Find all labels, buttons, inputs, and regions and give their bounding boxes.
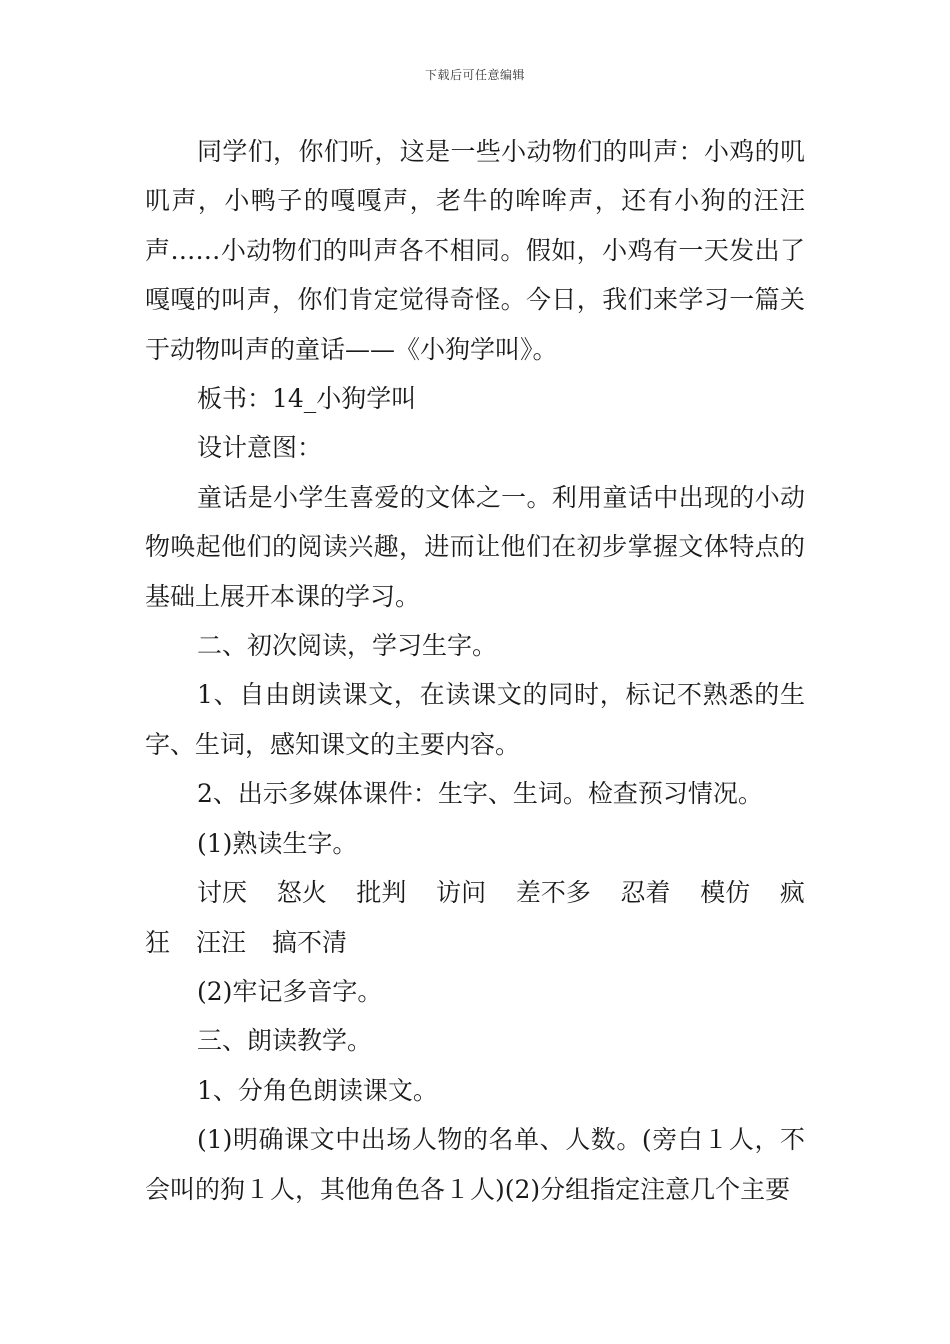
design-intent-heading: 设计意图：	[197, 433, 323, 463]
intro-paragraph: 同学们，你们听，这是一些小动物们的叫声：小鸡的叽叽声，小鸭子的嘎嘎声，老牛的哞哞声，还有小狗的汪汪声……小动物们的叫声各不相同。假如，小鸡有一天发出了嘎嘎的叫声，你们肯定觉得奇怪。今日，我们来学习一篇关于动物叫声的童话——《小狗学叫》。	[145, 137, 805, 364]
vocab-word: 访问	[436, 878, 487, 908]
design-intent-paragraph: 童话是小学生喜爱的文体之一。利用童话中出现的小动物唤起他们的阅读兴趣，进而让他们在初步掌握文体特点的基础上展开本课的学习。	[145, 482, 805, 611]
vocab-word: 讨厌	[197, 878, 248, 908]
vocab-word: 疯	[779, 878, 805, 908]
substep-2: (2)牢记多音字。	[197, 976, 383, 1006]
vocab-word: 批判	[356, 878, 407, 908]
step-3-paragraph: 1、分角色朗读课文。	[197, 1075, 438, 1105]
substep-1: (1)熟读生字。	[197, 828, 358, 858]
vocab-word: 搞不清	[272, 927, 348, 957]
step-2-paragraph: 2、出示多媒体课件：生字、生词。检查预习情况。	[197, 779, 763, 809]
section-heading-2: 二、初次阅读，学习生字。	[197, 631, 498, 661]
vocab-word: 差不多	[515, 878, 591, 908]
step-1-paragraph: 1、自由朗读课文，在读课文的同时，标记不熟悉的生字、生词，感知课文的主要内容。	[145, 680, 805, 759]
vocabulary-row-2	[145, 918, 805, 967]
substep-3: (1)明确课文中出场人物的名单、人数。(旁白１人，不会叫的狗１人，其他角色各１人)(2)分组指定注意几个主要	[145, 1125, 805, 1204]
page-header-note: 下载后可任意编辑	[424, 68, 525, 82]
board-writing: 板书：14_小狗学叫	[197, 384, 417, 414]
vocabulary-row-1	[145, 868, 805, 917]
vocab-word: 汪汪	[196, 927, 247, 957]
document-body	[145, 127, 805, 1214]
vocab-word: 怒火	[276, 878, 327, 908]
vocab-word: 狂	[145, 927, 171, 957]
vocab-word: 忍着	[620, 878, 671, 908]
vocab-word: 模仿	[700, 878, 751, 908]
section-heading-3: 三、朗读教学。	[197, 1026, 373, 1056]
